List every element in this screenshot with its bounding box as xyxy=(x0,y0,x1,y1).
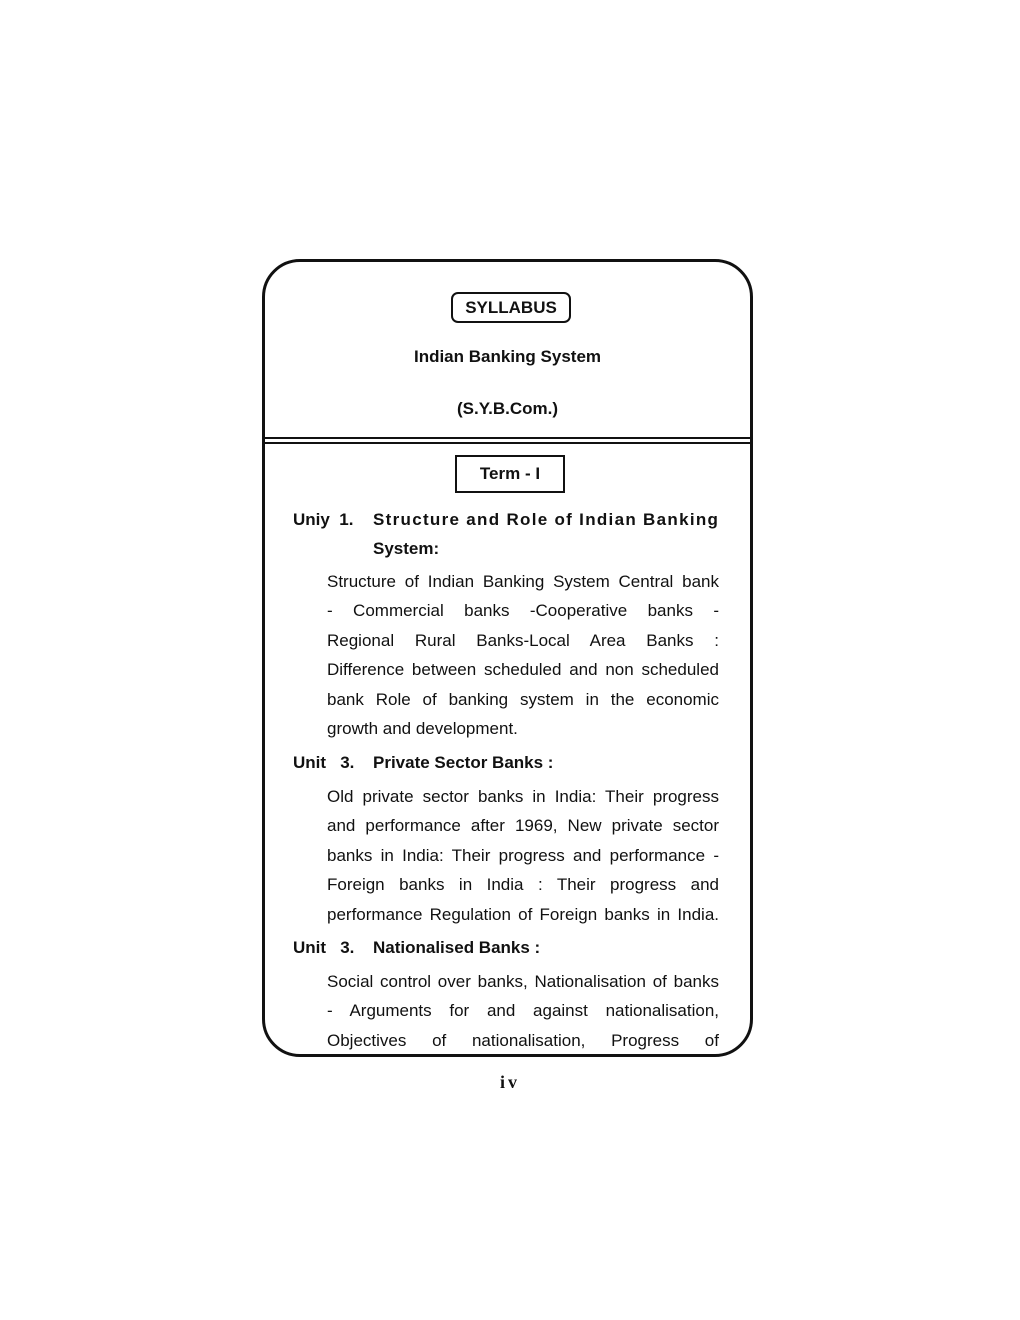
text-line: Structure of Indian Banking System Central bank xyxy=(327,572,719,591)
subject-title: Indian Banking System xyxy=(413,347,602,366)
course-name: (S.Y.B.Com.) xyxy=(456,399,559,418)
unit-3-description xyxy=(327,967,719,1055)
text-line: - Arguments for and against nationalisation, xyxy=(327,1001,719,1021)
page-number: iv xyxy=(499,1072,520,1092)
double-divider xyxy=(265,437,750,444)
text-line: banks in India: Their progress and performance - xyxy=(327,845,719,865)
unit-3-prefix: Unit xyxy=(293,938,327,957)
text-line: Old private sector banks in India: Their progress xyxy=(327,787,719,806)
unit-2-description xyxy=(327,782,719,929)
text-line: and performance after 1969, New private sector xyxy=(327,816,719,836)
unit-1-description xyxy=(327,567,719,743)
unit-1-title-continued: System: xyxy=(373,539,440,558)
text-line: Difference between scheduled and non scheduled xyxy=(327,660,719,680)
unit-3-title: Nationalised Banks : xyxy=(373,938,541,957)
unit-2-title: Private Sector Banks : xyxy=(373,753,554,772)
text-line: Regional Rural Banks-Local Area Banks : xyxy=(327,630,719,650)
text-line: Social control over banks, Nationalisation of banks xyxy=(327,972,719,991)
text-line: - Commercial banks -Cooperative banks - xyxy=(327,601,719,621)
text-line: growth and development. xyxy=(327,718,518,738)
syllabus-heading: SYLLABUS xyxy=(451,292,571,323)
unit-1-number: 1. xyxy=(339,510,354,529)
syllabus-card xyxy=(262,259,753,1057)
text-line: performance Regulation of Foreign banks in India. xyxy=(327,904,719,924)
unit-1-heading xyxy=(293,505,748,534)
text-line: bank Role of banking system in the economic xyxy=(327,689,719,709)
unit-1-title: Structure and Role of Indian Banking xyxy=(373,510,720,529)
term-heading: Term - I xyxy=(455,455,565,493)
unit-3-number: 3. xyxy=(340,938,355,957)
unit-3-heading xyxy=(293,933,540,962)
text-line: Objectives of nationalisation, Progress of xyxy=(327,1030,719,1050)
unit-2-number: 3. xyxy=(340,753,355,772)
unit-2-heading xyxy=(293,748,553,777)
unit-2-prefix: Unit xyxy=(293,753,327,772)
unit-1-prefix: Uniy xyxy=(293,510,330,529)
text-line: Foreign banks in India : Their progress and xyxy=(327,875,719,895)
